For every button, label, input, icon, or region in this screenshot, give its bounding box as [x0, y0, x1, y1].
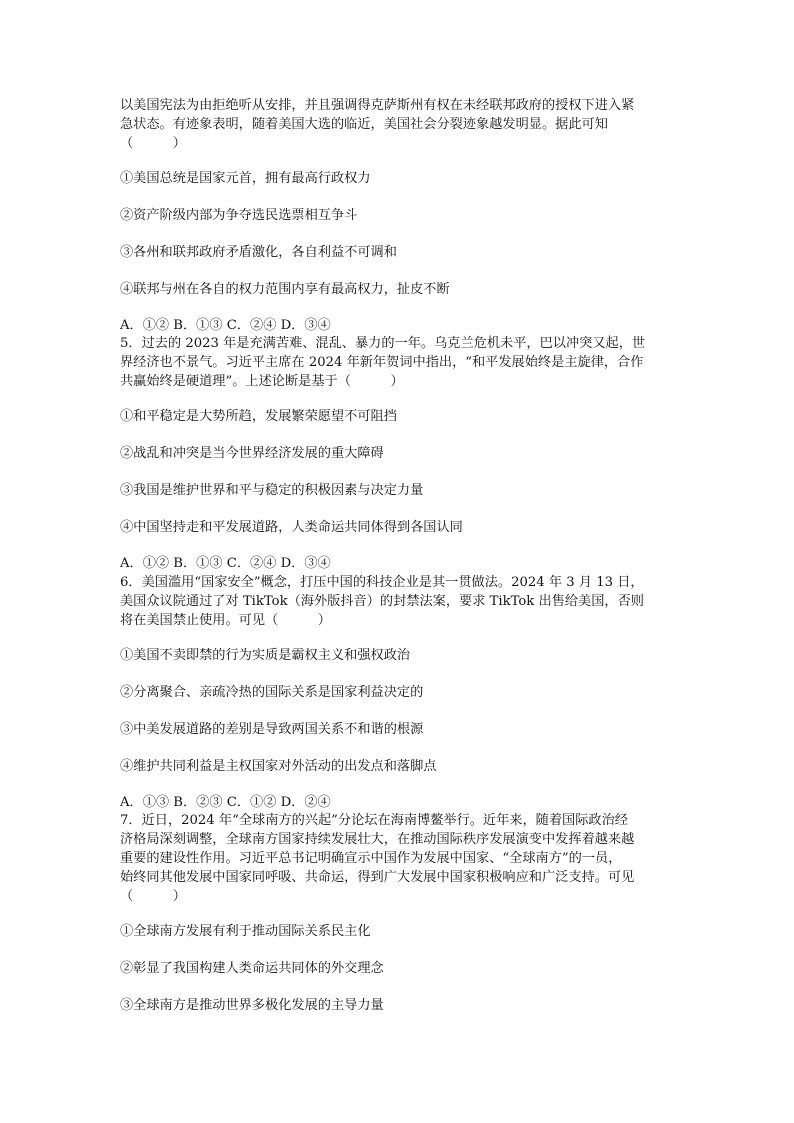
q5-option-2: ②战乱和冲突是当今世界经济发展的重大障碍: [120, 446, 384, 461]
q7-stem-line: （ ）: [120, 889, 186, 904]
q4-stem-line: （ ）: [120, 136, 186, 151]
q6-stem-line: 将在美国禁止使用。可见（ ）: [120, 613, 331, 628]
q5-stem-line: 共赢始终是硬道理”。上述论断是基于（ ）: [120, 374, 404, 389]
q5-stem: [120, 334, 680, 391]
q4-option-4: ④联邦与州在各自的权力范围内享有最高权力，扯皮不断: [120, 282, 450, 297]
q6-stem: [120, 573, 680, 630]
q5-answer-choices: A．①② B．①③ C．②④ D．③④: [120, 556, 331, 571]
q7-option-3: ③全球南方是推动世界多极化发展的主导力量: [120, 998, 384, 1013]
q5-stem-line: 5．过去的 2023 年是充满苦难、混乱、暴力的一年。乌克兰危机未平，巴以冲突又起，世: [120, 336, 646, 351]
q6-stem-line: 6．美国滥用“国家安全”概念，打压中国的科技企业是其一贯做法。2024 年 3 月 13 日，: [120, 575, 644, 590]
q7-stem: [120, 811, 680, 906]
q5-stem-line: 界经济也不景气。习近平主席在 2024 年新年贺词中指出，“和平发展始终是主旋律，合作: [120, 355, 644, 370]
q6-answer-choices: A．①③ B．②③ C．①② D．②④: [120, 795, 331, 810]
q5-option-3: ③我国是维护世界和平与稳定的积极因素与决定力量: [120, 483, 424, 498]
q4-option-1: ①美国总统是国家元首，拥有最高行政权力: [120, 171, 371, 186]
q6-option-1: ①美国不卖即禁的行为实质是霸权主义和强权政治: [120, 648, 411, 663]
q7-stem-line: 始终同其他发展中国家同呼吸、共命运，得到广大发展中国家积极响应和广泛支持。可见: [120, 870, 635, 885]
q4-option-3: ③各州和联邦政府矛盾激化，各自利益不可调和: [120, 245, 397, 260]
q7-option-2: ②彰显了我国构建人类命运共同体的外交理念: [120, 961, 384, 976]
q7-stem-line: 7．近日，2024 年“全球南方的兴起”分论坛在海南博鳌举行。近年来，随着国际政治经: [120, 813, 628, 828]
q4-stem: [120, 96, 680, 153]
q6-stem-line: 美国众议院通过了对 TikTok（海外版抖音）的封禁法案，要求 TikTok 出售给美国，否则: [120, 594, 644, 609]
q7-stem-line: 济格局深刻调整，全球南方国家持续发展壮大，在推动国际秩序发展演变中发挥着越来越: [120, 832, 635, 847]
q4-option-2: ②资产阶级内部为争夺选民选票相互争斗: [120, 208, 358, 223]
q4-stem-line: 以美国宪法为由拒绝听从安排，并且强调得克萨斯州有权在未经联邦政府的授权下进入紧: [120, 98, 635, 113]
q7-stem-line: 重要的建设性作用。习近平总书记明确宣示中国作为发展中国家、“全球南方”的一员，: [120, 851, 622, 866]
q4-answer-choices: A．①② B．①③ C．②④ D．③④: [120, 318, 331, 333]
q7-option-1: ①全球南方发展有利于推动国际关系民主化: [120, 924, 371, 939]
q5-option-4: ④中国坚持走和平发展道路，人类命运共同体得到各国认同: [120, 520, 463, 535]
q6-option-2: ②分离聚合、亲疏冷热的国际关系是国家利益决定的: [120, 685, 424, 700]
q5-option-1: ①和平稳定是大势所趋，发展繁荣愿望不可阻挡: [120, 409, 397, 424]
q6-option-3: ③中美发展道路的差别是导致两国关系不和谐的根源: [120, 722, 424, 737]
q6-option-4: ④维护共同利益是主权国家对外活动的出发点和落脚点: [120, 759, 437, 774]
q4-stem-line: 急状态。有迹象表明，随着美国大选的临近，美国社会分裂迹象越发明显。据此可知: [120, 117, 608, 132]
